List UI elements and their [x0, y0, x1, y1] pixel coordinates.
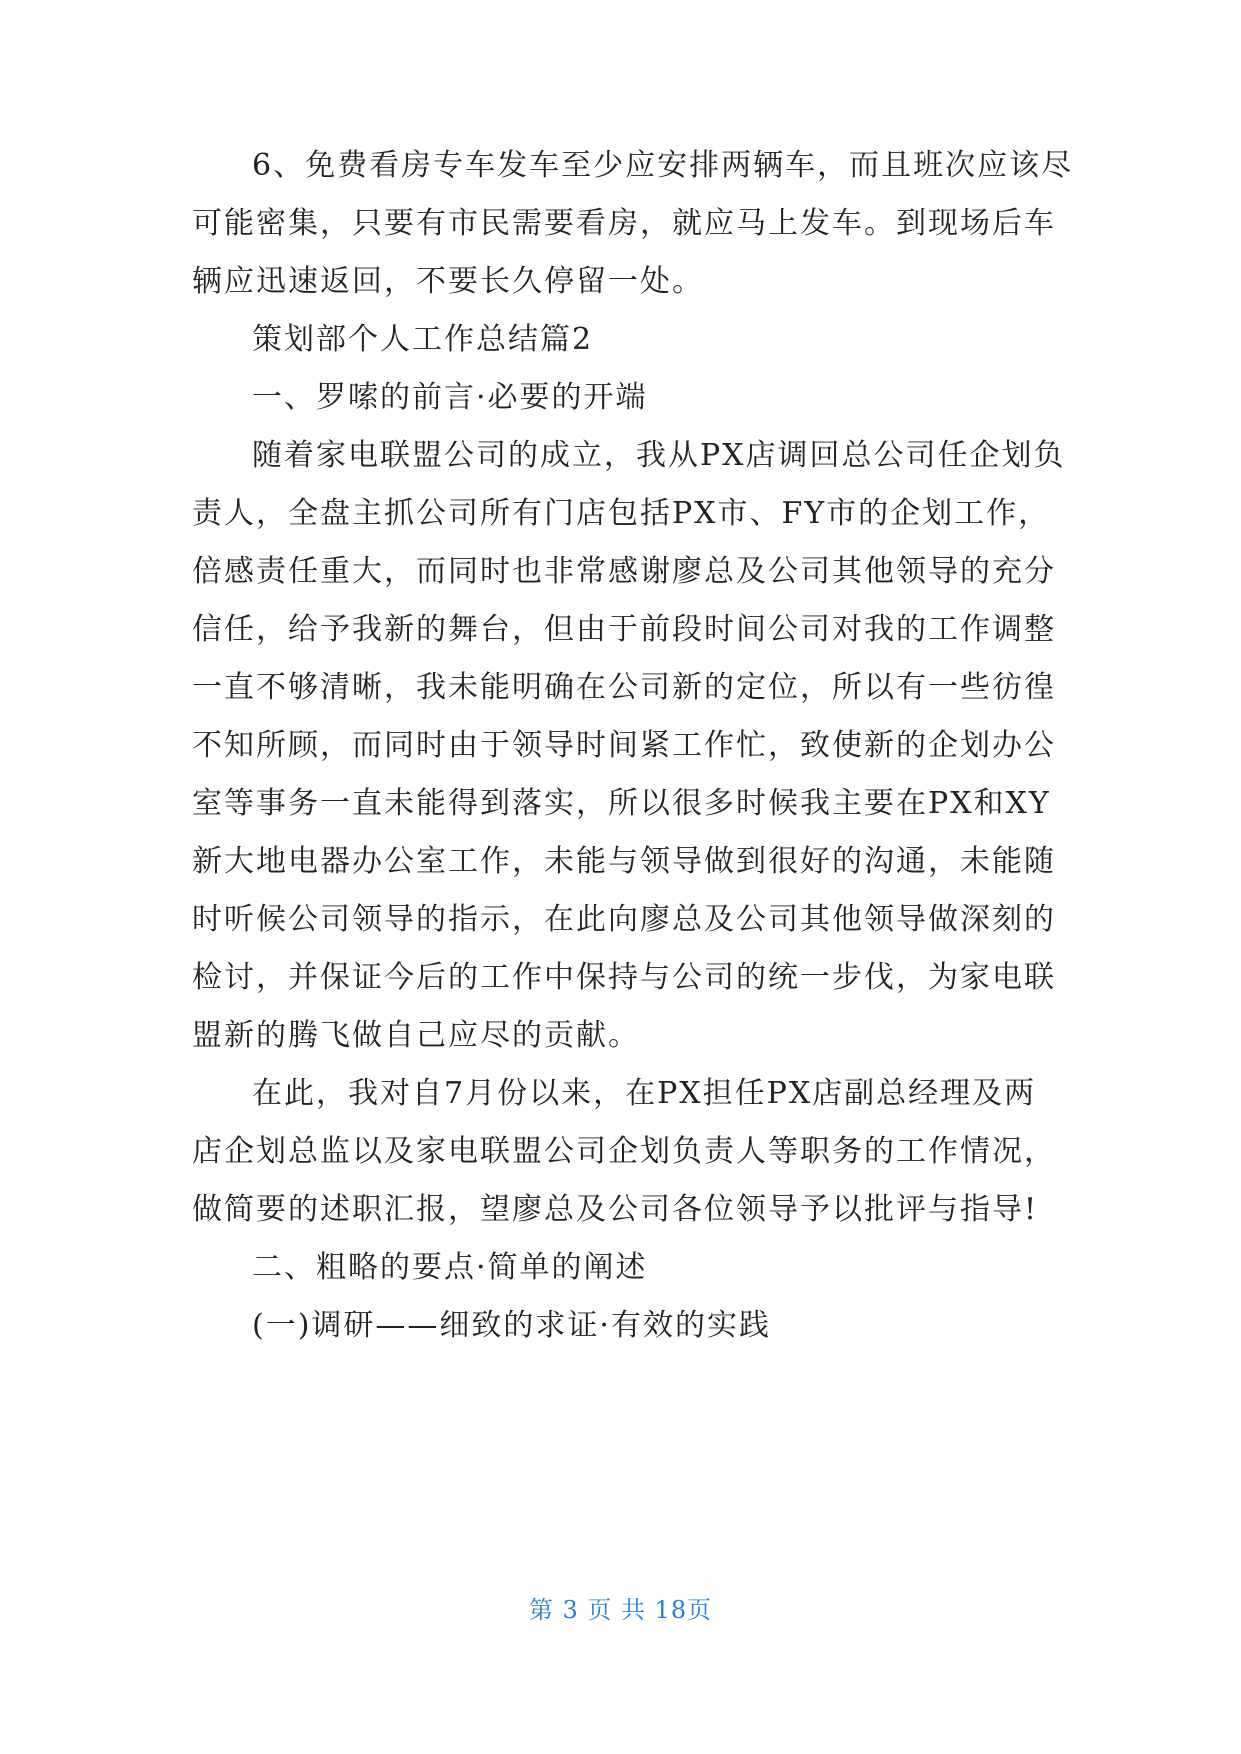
subsection-heading: (一)调研——细致的求证·有效的实践 — [252, 1308, 771, 1343]
paragraph-line: 6、免费看房专车发车至少应安排两辆车，而且班次应该尽 — [252, 148, 1074, 183]
paragraph-line: 检讨，并保证今后的工作中保持与公司的统一步伐，为家电联 — [192, 960, 1056, 995]
paragraph-line: 倍感责任重大，而同时也非常感谢廖总及公司其他领导的充分 — [192, 554, 1056, 589]
paragraph-line: 盟新的腾飞做自己应尽的贡献。 — [192, 1018, 640, 1053]
paragraph-line: 室等事务一直未能得到落实，所以很多时候我主要在PX和XY — [192, 786, 1051, 821]
paragraph-line: 责人，全盘主抓公司所有门店包括PX市、FY市的企划工作， — [192, 496, 1051, 531]
paragraph-line: 信任，给予我新的舞台，但由于前段时间公司对我的工作调整 — [192, 612, 1056, 647]
paragraph-line: 新大地电器办公室工作，未能与领导做到很好的沟通，未能随 — [192, 844, 1056, 879]
paragraph-line: 一直不够清晰，我未能明确在公司新的定位，所以有一些彷徨 — [192, 670, 1056, 705]
section-heading: 策划部个人工作总结篇2 — [252, 322, 594, 357]
paragraph-line: 在此，我对自7月份以来，在PX担任PX店副总经理及两 — [252, 1076, 1037, 1111]
section-heading: 一、罗嗦的前言·必要的开端 — [252, 380, 648, 415]
paragraph-line: 可能密集，只要有市民需要看房，就应马上发车。到现场后车 — [192, 206, 1056, 241]
paragraph-line: 时听候公司领导的指示，在此向廖总及公司其他领导做深刻的 — [192, 902, 1056, 937]
paragraph-line: 店企划总监以及家电联盟公司企划负责人等职务的工作情况， — [192, 1134, 1056, 1169]
page-number-footer: 第 3 页 共 18页 — [528, 1596, 713, 1624]
paragraph-line: 随着家电联盟公司的成立，我从PX店调回总公司任企划负 — [252, 438, 1066, 473]
paragraph-line: 做简要的述职汇报，望廖总及公司各位领导予以批评与指导! — [192, 1192, 1039, 1227]
paragraph-line: 不知所顾，而同时由于领导时间紧工作忙，致使新的企划办公 — [192, 728, 1056, 763]
section-heading: 二、粗略的要点·简单的阐述 — [252, 1250, 648, 1285]
paragraph-line: 辆应迅速返回，不要长久停留一处。 — [192, 264, 704, 299]
